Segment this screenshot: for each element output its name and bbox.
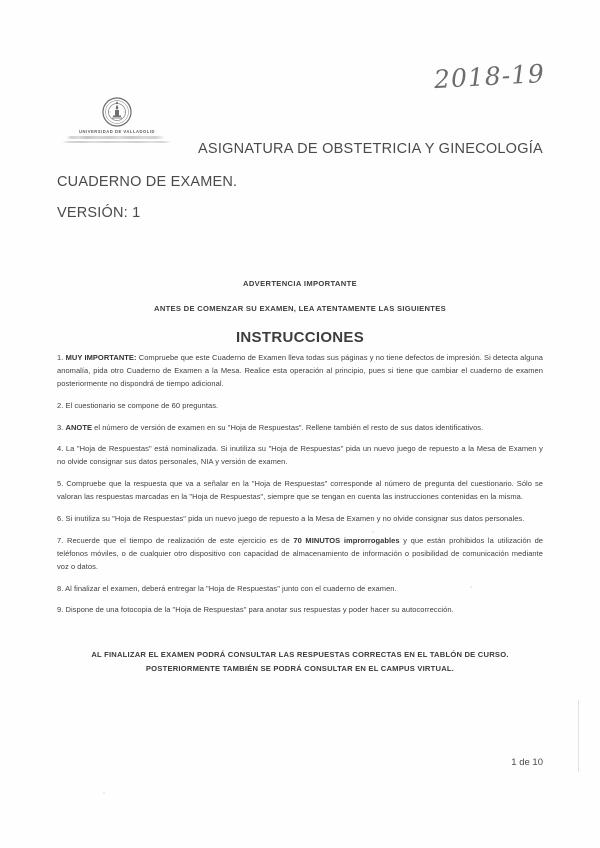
instruction-number: 8.: [57, 583, 66, 593]
instruction-number: 4.: [57, 444, 66, 454]
university-seal-icon: [102, 97, 132, 127]
logo-subtitle-line-1: [57, 136, 177, 139]
notice-heading: ADVERTENCIA IMPORTANTE: [242, 279, 357, 288]
closing-notice-line-2: POSTERIORMENTE TAMBIÉN SE PODRÁ CONSULTAR EN EL CAMPUS VIRTUAL.: [145, 664, 455, 674]
instruction-lead: MUY IMPORTANTE:: [65, 353, 137, 362]
university-name: UNIVERSIDAD DE VALLADOLID: [79, 129, 155, 134]
instructions-heading: INSTRUCCIONES: [235, 329, 365, 346]
instruction-text: Al finalizar el examen, deberá entregar la "Hoja de Respuestas" junto con el cuaderno de examen.: [65, 583, 397, 593]
instruction-item: [57, 604, 543, 617]
instruction-number: 5.: [57, 479, 67, 489]
instruction-number: 2.: [57, 400, 66, 410]
instruction-item: [57, 443, 543, 469]
instruction-item: [57, 513, 543, 526]
instruction-text: el número de versión de examen en su "Hoja de Respuestas". Rellene también el resto de sus datos identificativos.: [94, 422, 484, 432]
instruction-lead: ANOTE: [65, 422, 92, 432]
notice-block: [0, 279, 600, 346]
instruction-number: 3.: [57, 422, 66, 432]
instruction-item: [57, 583, 543, 596]
instruction-item: [57, 400, 543, 413]
instruction-text: y que están prohibidos la utilización de teléfonos móviles, o de cualquier otro dispositivo con capacidad de almacenamiento de información o posibilidad de comunicación mediante voz o datos.: [57, 535, 544, 571]
instruction-item: [57, 352, 543, 391]
instruction-item: [57, 478, 543, 504]
instruction-text: Recuerde que el tiempo de realización de este ejercicio es de: [67, 535, 294, 545]
instruction-number: 1.: [57, 353, 66, 362]
notice-subheading: ANTES DE COMENZAR SU EXAMEN, LEA ATENTAMENTE LAS SIGUIENTES: [154, 304, 446, 313]
instruction-text: El cuestionario se compone de 60 preguntas.: [65, 400, 219, 410]
scan-speck: [103, 792, 105, 794]
closing-notice: [57, 648, 543, 676]
instruction-number: 7.: [57, 535, 67, 545]
instruction-text: Compruebe que este Cuaderno de Examen lleva todas sus páginas y no tiene defectos de impresión. Si detecta alguna anomalía, pida otro Cuaderno de Examen a la Mesa. Realice esta operación al principio, pues si tiene que cambiar el cuaderno de examen posteriormente no dispondrá de tiempo adicional.: [57, 353, 544, 388]
university-logo: [57, 97, 177, 143]
instruction-number: 9.: [57, 605, 66, 615]
booklet-title: CUADERNO DE EXAMEN.: [57, 174, 238, 190]
instructions-list: [57, 352, 543, 617]
instruction-text: La "Hoja de Respuestas" está nominalizada. Si inutiliza su "Hoja de Respuestas" pida un nuevo juego de repuesto a la Mesa de Examen y no olvide consignar sus datos personales, NIA y versión de examen.: [57, 444, 543, 467]
instruction-text: Si inutiliza su "Hoja de Respuestas" pida un nuevo juego de repuesto a la Mesa de Examen y no olvide consignar sus datos personales.: [65, 514, 525, 524]
closing-notice-line-1: AL FINALIZAR EL EXAMEN PODRÁ CONSULTAR LAS RESPUESTAS CORRECTAS EN EL TABLÓN DE CURSO.: [91, 650, 509, 659]
instruction-item: [57, 422, 543, 435]
instruction-emphasis: 70 MINUTOS improrrogables: [293, 535, 400, 545]
handwritten-year-note: 2018-19: [433, 58, 546, 95]
instruction-item: [57, 535, 543, 574]
instruction-number: 6.: [57, 514, 66, 524]
scan-artifact-line: [578, 700, 579, 772]
version-label: VERSIÓN: 1: [57, 205, 141, 221]
subject-title: ASIGNATURA DE OBSTETRICIA Y GINECOLOGÍA: [198, 141, 543, 157]
instruction-text: Compruebe que la respuesta que va a señalar en la "Hoja de Respuestas" corresponde al número de pregunta del cuestionario. Sólo se valoran las respuestas marcadas en la "Hoja de Respuestas", siempre que se tengan en cuenta las instrucciones contenidas en la misma.: [57, 479, 543, 502]
page-indicator: 1 de 10: [511, 757, 543, 768]
logo-subtitle-line-2: [57, 141, 177, 144]
instruction-text: Dispone de una fotocopia de la "Hoja de Respuestas" para anotar sus respuestas y poder hacer su autocorrección.: [65, 605, 454, 615]
